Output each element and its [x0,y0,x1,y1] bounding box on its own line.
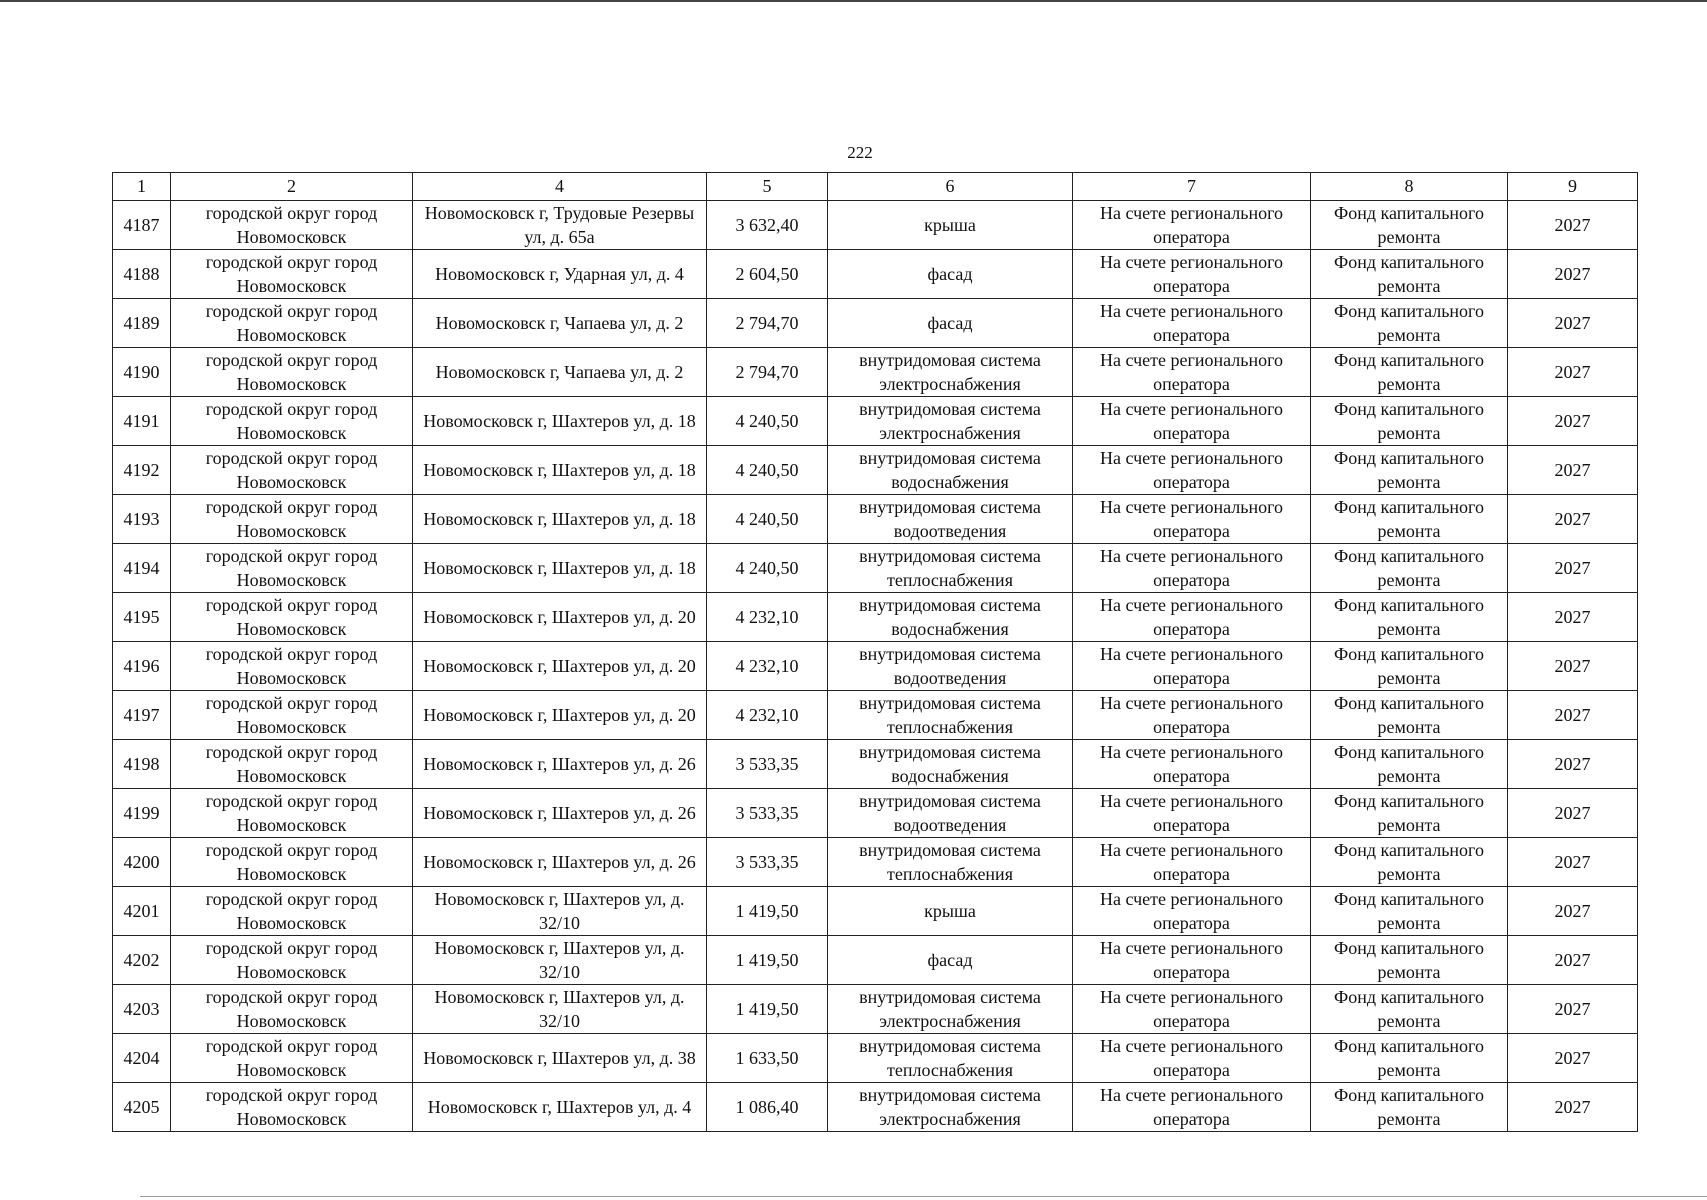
funding-source-cell: Фонд капитального ремонта [1311,1034,1508,1083]
address-cell: Новомосковск г, Чапаева ул, д. 2 [413,299,707,348]
account-cell: На счете регионального оператора [1073,299,1311,348]
address-cell: Новомосковск г, Шахтеров ул, д. 18 [413,397,707,446]
funding-source-cell: Фонд капитального ремонта [1311,593,1508,642]
address-cell: Новомосковск г, Шахтеров ул, д. 20 [413,691,707,740]
area-cell: 3 632,40 [707,201,828,250]
year-cell: 2027 [1508,495,1638,544]
area-cell: 3 533,35 [707,789,828,838]
municipality-cell: городской округ город Новомосковск [171,1034,413,1083]
table-row [113,201,1638,250]
row-number-cell: 4201 [113,887,171,936]
address-cell: Новомосковск г, Шахтеров ул, д. 18 [413,544,707,593]
table-row [113,544,1638,593]
row-number-cell: 4188 [113,250,171,299]
area-cell: 1 633,50 [707,1034,828,1083]
row-number-cell: 4199 [113,789,171,838]
work-type-cell: внутридомовая система водоотведения [828,495,1073,544]
row-number-cell: 4198 [113,740,171,789]
area-cell: 2 794,70 [707,348,828,397]
area-cell: 2 794,70 [707,299,828,348]
funding-source-cell: Фонд капитального ремонта [1311,740,1508,789]
address-cell: Новомосковск г, Шахтеров ул, д. 32/10 [413,887,707,936]
funding-source-cell: Фонд капитального ремонта [1311,887,1508,936]
account-cell: На счете регионального оператора [1073,887,1311,936]
funding-source-cell: Фонд капитального ремонта [1311,250,1508,299]
header-cell: 7 [1073,173,1311,201]
account-cell: На счете регионального оператора [1073,936,1311,985]
address-cell: Новомосковск г, Шахтеров ул, д. 26 [413,838,707,887]
table-row [113,642,1638,691]
funding-source-cell: Фонд капитального ремонта [1311,985,1508,1034]
capital-repair-table [112,172,1638,1132]
area-cell: 1 419,50 [707,985,828,1034]
address-cell: Новомосковск г, Шахтеров ул, д. 20 [413,642,707,691]
area-cell: 1 086,40 [707,1083,828,1132]
table-row [113,1034,1638,1083]
work-type-cell: внутридомовая система теплоснабжения [828,691,1073,740]
address-cell: Новомосковск г, Шахтеров ул, д. 18 [413,495,707,544]
account-cell: На счете регионального оператора [1073,544,1311,593]
row-number-cell: 4200 [113,838,171,887]
table-row [113,936,1638,985]
municipality-cell: городской округ город Новомосковск [171,838,413,887]
table-row [113,299,1638,348]
municipality-cell: городской округ город Новомосковск [171,201,413,250]
municipality-cell: городской округ город Новомосковск [171,299,413,348]
year-cell: 2027 [1508,985,1638,1034]
header-cell: 4 [413,173,707,201]
funding-source-cell: Фонд капитального ремонта [1311,201,1508,250]
funding-source-cell: Фонд капитального ремонта [1311,838,1508,887]
bottom-border-line [140,1196,1707,1197]
municipality-cell: городской округ город Новомосковск [171,544,413,593]
year-cell: 2027 [1508,544,1638,593]
year-cell: 2027 [1508,348,1638,397]
area-cell: 3 533,35 [707,838,828,887]
area-cell: 4 240,50 [707,495,828,544]
account-cell: На счете регионального оператора [1073,495,1311,544]
header-cell: 2 [171,173,413,201]
funding-source-cell: Фонд капитального ремонта [1311,397,1508,446]
work-type-cell: внутридомовая система электроснабжения [828,985,1073,1034]
account-cell: На счете регионального оператора [1073,250,1311,299]
funding-source-cell: Фонд капитального ремонта [1311,299,1508,348]
account-cell: На счете регионального оператора [1073,397,1311,446]
funding-source-cell: Фонд капитального ремонта [1311,1083,1508,1132]
header-cell: 9 [1508,173,1638,201]
page-number: 222 [847,143,873,162]
year-cell: 2027 [1508,642,1638,691]
funding-source-cell: Фонд капитального ремонта [1311,642,1508,691]
table-row [113,446,1638,495]
municipality-cell: городской округ город Новомосковск [171,985,413,1034]
table-row [113,985,1638,1034]
account-cell: На счете регионального оператора [1073,789,1311,838]
address-cell: Новомосковск г, Шахтеров ул, д. 26 [413,789,707,838]
year-cell: 2027 [1508,299,1638,348]
row-number-cell: 4196 [113,642,171,691]
municipality-cell: городской округ город Новомосковск [171,789,413,838]
work-type-cell: крыша [828,201,1073,250]
table-row [113,1083,1638,1132]
work-type-cell: внутридомовая система водоотведения [828,642,1073,691]
address-cell: Новомосковск г, Ударная ул, д. 4 [413,250,707,299]
work-type-cell: фасад [828,250,1073,299]
row-number-cell: 4192 [113,446,171,495]
area-cell: 3 533,35 [707,740,828,789]
work-type-cell: крыша [828,887,1073,936]
account-cell: На счете регионального оператора [1073,446,1311,495]
funding-source-cell: Фонд капитального ремонта [1311,544,1508,593]
year-cell: 2027 [1508,250,1638,299]
table-row [113,887,1638,936]
header-cell: 1 [113,173,171,201]
funding-source-cell: Фонд капитального ремонта [1311,936,1508,985]
area-cell: 2 604,50 [707,250,828,299]
work-type-cell: внутридомовая система электроснабжения [828,1083,1073,1132]
account-cell: На счете регионального оператора [1073,348,1311,397]
municipality-cell: городской округ город Новомосковск [171,446,413,495]
account-cell: На счете регионального оператора [1073,642,1311,691]
work-type-cell: внутридомовая система теплоснабжения [828,544,1073,593]
header-row [113,173,1638,201]
work-type-cell: фасад [828,936,1073,985]
work-type-cell: фасад [828,299,1073,348]
row-number-cell: 4193 [113,495,171,544]
municipality-cell: городской округ город Новомосковск [171,740,413,789]
row-number-cell: 4204 [113,1034,171,1083]
table-row [113,593,1638,642]
area-cell: 4 240,50 [707,397,828,446]
address-cell: Новомосковск г, Шахтеров ул, д. 18 [413,446,707,495]
municipality-cell: городской округ город Новомосковск [171,887,413,936]
row-number-cell: 4190 [113,348,171,397]
row-number-cell: 4187 [113,201,171,250]
address-cell: Новомосковск г, Шахтеров ул, д. 32/10 [413,985,707,1034]
account-cell: На счете регионального оператора [1073,691,1311,740]
municipality-cell: городской округ город Новомосковск [171,593,413,642]
year-cell: 2027 [1508,740,1638,789]
funding-source-cell: Фонд капитального ремонта [1311,348,1508,397]
year-cell: 2027 [1508,887,1638,936]
work-type-cell: внутридомовая система водоснабжения [828,593,1073,642]
address-cell: Новомосковск г, Шахтеров ул, д. 26 [413,740,707,789]
header-cell: 8 [1311,173,1508,201]
account-cell: На счете регионального оператора [1073,1034,1311,1083]
table-row [113,789,1638,838]
year-cell: 2027 [1508,593,1638,642]
municipality-cell: городской округ город Новомосковск [171,250,413,299]
area-cell: 4 240,50 [707,446,828,495]
account-cell: На счете регионального оператора [1073,740,1311,789]
area-cell: 1 419,50 [707,887,828,936]
address-cell: Новомосковск г, Шахтеров ул, д. 4 [413,1083,707,1132]
header-cell: 6 [828,173,1073,201]
area-cell: 1 419,50 [707,936,828,985]
header-cell: 5 [707,173,828,201]
row-number-cell: 4189 [113,299,171,348]
year-cell: 2027 [1508,1083,1638,1132]
address-cell: Новомосковск г, Шахтеров ул, д. 38 [413,1034,707,1083]
year-cell: 2027 [1508,397,1638,446]
work-type-cell: внутридомовая система теплоснабжения [828,1034,1073,1083]
municipality-cell: городской округ город Новомосковск [171,495,413,544]
work-type-cell: внутридомовая система водоснабжения [828,446,1073,495]
area-cell: 4 232,10 [707,593,828,642]
municipality-cell: городской округ город Новомосковск [171,642,413,691]
row-number-cell: 4191 [113,397,171,446]
account-cell: На счете регионального оператора [1073,201,1311,250]
year-cell: 2027 [1508,446,1638,495]
work-type-cell: внутридомовая система водоснабжения [828,740,1073,789]
row-number-cell: 4195 [113,593,171,642]
funding-source-cell: Фонд капитального ремонта [1311,691,1508,740]
table-row [113,397,1638,446]
work-type-cell: внутридомовая система электроснабжения [828,397,1073,446]
row-number-cell: 4205 [113,1083,171,1132]
municipality-cell: городской округ город Новомосковск [171,691,413,740]
year-cell: 2027 [1508,1034,1638,1083]
work-type-cell: внутридомовая система теплоснабжения [828,838,1073,887]
table-body [113,201,1638,1132]
funding-source-cell: Фонд капитального ремонта [1311,789,1508,838]
row-number-cell: 4202 [113,936,171,985]
municipality-cell: городской округ город Новомосковск [171,397,413,446]
table-row [113,838,1638,887]
work-type-cell: внутридомовая система водоотведения [828,789,1073,838]
year-cell: 2027 [1508,691,1638,740]
table-row [113,250,1638,299]
table-row [113,691,1638,740]
account-cell: На счете регионального оператора [1073,985,1311,1034]
year-cell: 2027 [1508,838,1638,887]
area-cell: 4 232,10 [707,691,828,740]
funding-source-cell: Фонд капитального ремонта [1311,495,1508,544]
address-cell: Новомосковск г, Шахтеров ул, д. 32/10 [413,936,707,985]
municipality-cell: городской округ город Новомосковск [171,936,413,985]
area-cell: 4 240,50 [707,544,828,593]
row-number-cell: 4194 [113,544,171,593]
table-row [113,740,1638,789]
table-row [113,495,1638,544]
row-number-cell: 4203 [113,985,171,1034]
work-type-cell: внутридомовая система электроснабжения [828,348,1073,397]
account-cell: На счете регионального оператора [1073,593,1311,642]
year-cell: 2027 [1508,789,1638,838]
table-row [113,348,1638,397]
municipality-cell: городской округ город Новомосковск [171,348,413,397]
municipality-cell: городской округ город Новомосковск [171,1083,413,1132]
row-number-cell: 4197 [113,691,171,740]
area-cell: 4 232,10 [707,642,828,691]
funding-source-cell: Фонд капитального ремонта [1311,446,1508,495]
year-cell: 2027 [1508,936,1638,985]
year-cell: 2027 [1508,201,1638,250]
address-cell: Новомосковск г, Чапаева ул, д. 2 [413,348,707,397]
account-cell: На счете регионального оператора [1073,838,1311,887]
top-border-line [0,0,1707,2]
address-cell: Новомосковск г, Шахтеров ул, д. 20 [413,593,707,642]
account-cell: На счете регионального оператора [1073,1083,1311,1132]
address-cell: Новомосковск г, Трудовые Резервы ул, д. 65а [413,201,707,250]
